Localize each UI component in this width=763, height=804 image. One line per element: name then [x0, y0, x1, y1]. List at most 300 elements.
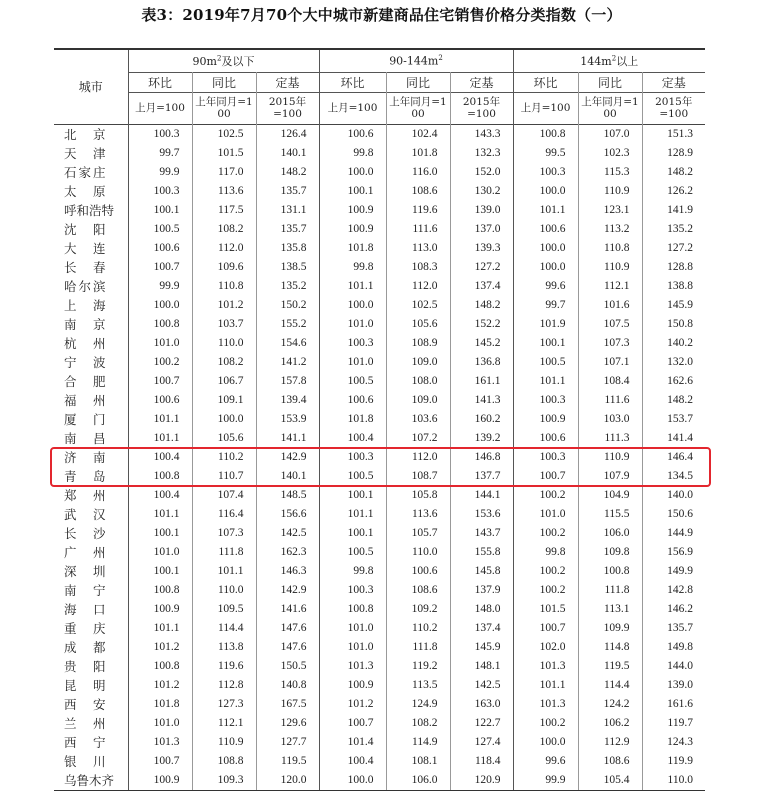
- city-name: 沈阳: [54, 220, 128, 239]
- base-header: 2015年=100: [256, 92, 319, 124]
- index-value: 100.9: [319, 676, 386, 695]
- index-value: 110.2: [386, 619, 450, 638]
- index-value: 119.2: [386, 657, 450, 676]
- subcol-header: 环比: [128, 72, 192, 92]
- city-name: 南昌: [54, 429, 128, 448]
- index-value: 100.3: [319, 334, 386, 353]
- index-value: 101.1: [128, 429, 192, 448]
- index-value: 109.1: [192, 391, 256, 410]
- index-value: 139.2: [450, 429, 513, 448]
- index-value: 100.9: [128, 771, 192, 791]
- index-value: 109.0: [386, 391, 450, 410]
- index-value: 110.2: [192, 448, 256, 467]
- index-value: 108.8: [192, 752, 256, 771]
- city-name: 杭州: [54, 334, 128, 353]
- index-value: 105.7: [386, 524, 450, 543]
- index-value: 99.8: [319, 144, 386, 163]
- table-row: [54, 144, 705, 163]
- index-value: 100.7: [128, 372, 192, 391]
- index-value: 115.3: [578, 163, 642, 182]
- index-value: 101.0: [128, 714, 192, 733]
- index-value: 148.2: [667, 393, 693, 406]
- table-row: [54, 562, 705, 581]
- group-header-large: $144m^2$以上: [580, 54, 639, 68]
- index-value: 162.3: [256, 543, 319, 562]
- index-value: 116.4: [192, 505, 256, 524]
- index-value: 142.5: [450, 676, 513, 695]
- index-value: 107.0: [578, 124, 642, 144]
- index-value: 156.9: [667, 545, 693, 558]
- table-row: [54, 448, 705, 467]
- table-row: [54, 676, 705, 695]
- index-value: 135.8: [256, 239, 319, 258]
- index-value: 101.8: [128, 695, 192, 714]
- index-value: 100.3: [128, 124, 192, 144]
- index-value: 112.1: [578, 277, 642, 296]
- index-value: 100.0: [513, 258, 578, 277]
- index-value: 111.8: [386, 638, 450, 657]
- city-name: 上海: [54, 296, 128, 315]
- index-value: 135.2: [256, 277, 319, 296]
- table-row: [54, 600, 705, 619]
- index-value: 100.1: [128, 524, 192, 543]
- table-row: [54, 714, 705, 733]
- index-value: 113.0: [386, 239, 450, 258]
- index-value: 150.8: [667, 317, 693, 330]
- index-value: 102.4: [386, 124, 450, 144]
- city-name: 哈尔滨: [54, 277, 128, 296]
- index-value: 132.0: [667, 355, 693, 368]
- index-value: 146.3: [256, 562, 319, 581]
- index-value: 127.4: [450, 733, 513, 752]
- index-value: 99.8: [319, 562, 386, 581]
- index-value: 100.3: [513, 163, 578, 182]
- table-row: [54, 638, 705, 657]
- index-value: 99.6: [513, 752, 578, 771]
- index-value: 119.5: [578, 657, 642, 676]
- index-value: 100.3: [319, 448, 386, 467]
- index-value: 145.8: [450, 562, 513, 581]
- index-value: 145.9: [667, 298, 693, 311]
- index-value: 112.8: [192, 676, 256, 695]
- table-row: [54, 353, 705, 372]
- index-value: 99.8: [513, 543, 578, 562]
- index-value: 101.6: [578, 296, 642, 315]
- city-name: 长沙: [54, 524, 128, 543]
- table-row: [54, 429, 705, 448]
- index-value: 100.8: [578, 562, 642, 581]
- index-value: 99.9: [128, 277, 192, 296]
- index-value: 110.9: [578, 258, 642, 277]
- index-value: 110.8: [192, 277, 256, 296]
- index-value: 139.4: [256, 391, 319, 410]
- table-row: [54, 733, 705, 752]
- index-value: 139.0: [667, 678, 693, 691]
- index-value: 100.3: [513, 448, 578, 467]
- index-value: 108.4: [578, 372, 642, 391]
- index-value: 100.5: [319, 467, 386, 486]
- city-name: 乌鲁木齐: [54, 771, 128, 791]
- index-value: 101.5: [513, 600, 578, 619]
- index-value: 100.4: [319, 429, 386, 448]
- index-value: 100.8: [319, 600, 386, 619]
- index-value: 100.9: [319, 201, 386, 220]
- group-header-small: $90m^2$及以下: [128, 50, 319, 72]
- index-value: 119.6: [386, 201, 450, 220]
- index-value: 140.2: [667, 336, 693, 349]
- index-value: 135.7: [256, 182, 319, 201]
- index-value: 114.4: [578, 676, 642, 695]
- index-value: 102.0: [513, 638, 578, 657]
- index-value: 112.0: [192, 239, 256, 258]
- index-value: 108.2: [386, 714, 450, 733]
- index-value: 108.6: [386, 182, 450, 201]
- index-value: 100.0: [192, 410, 256, 429]
- table-row: [54, 315, 705, 334]
- subcol-header: 定基: [661, 75, 686, 90]
- base-header: 2015年=100: [450, 92, 513, 124]
- index-value: 112.1: [192, 714, 256, 733]
- index-value: 100.2: [128, 353, 192, 372]
- city-name: 重庆: [54, 619, 128, 638]
- index-value: 139.3: [450, 239, 513, 258]
- index-value: 127.2: [667, 241, 693, 254]
- index-value: 102.3: [578, 144, 642, 163]
- index-value: 110.0: [192, 581, 256, 600]
- index-value: 150.6: [667, 507, 693, 520]
- index-value: 127.2: [450, 258, 513, 277]
- table-row: [54, 334, 705, 353]
- index-value: 101.0: [319, 638, 386, 657]
- city-name: 天津: [54, 144, 128, 163]
- index-value: 128.9: [667, 146, 693, 159]
- index-value: 148.2: [450, 296, 513, 315]
- index-value: 140.8: [256, 676, 319, 695]
- index-value: 140.1: [256, 467, 319, 486]
- index-value: 141.9: [667, 203, 693, 216]
- index-value: 101.3: [513, 657, 578, 676]
- index-value: 108.9: [386, 334, 450, 353]
- index-value: 145.2: [450, 334, 513, 353]
- index-value: 100.9: [319, 220, 386, 239]
- index-value: 111.3: [578, 429, 642, 448]
- index-value: 100.3: [513, 391, 578, 410]
- subcol-header: 同比: [386, 72, 450, 92]
- index-value: 101.1: [128, 505, 192, 524]
- city-name: 海口: [54, 600, 128, 619]
- city-name: 深圳: [54, 562, 128, 581]
- index-value: 101.1: [513, 676, 578, 695]
- index-value: 155.8: [450, 543, 513, 562]
- city-name: 宁波: [54, 353, 128, 372]
- index-value: 99.7: [513, 296, 578, 315]
- index-value: 100.9: [128, 600, 192, 619]
- city-name: 济南: [54, 448, 128, 467]
- index-value: 107.9: [578, 467, 642, 486]
- city-name: 石家庄: [54, 163, 128, 182]
- index-value: 135.7: [256, 220, 319, 239]
- index-value: 141.6: [256, 600, 319, 619]
- index-value: 137.4: [450, 619, 513, 638]
- index-value: 100.1: [513, 334, 578, 353]
- index-value: 101.8: [386, 144, 450, 163]
- index-value: 101.4: [319, 733, 386, 752]
- index-value: 144.1: [450, 486, 513, 505]
- index-value: 136.8: [450, 353, 513, 372]
- index-value: 143.3: [450, 124, 513, 144]
- index-value: 109.2: [386, 600, 450, 619]
- index-value: 153.7: [667, 412, 693, 425]
- city-name: 银川: [54, 752, 128, 771]
- index-value: 148.0: [450, 600, 513, 619]
- index-value: 99.8: [319, 258, 386, 277]
- index-value: 150.5: [256, 657, 319, 676]
- index-value: 102.5: [386, 296, 450, 315]
- index-value: 127.7: [256, 733, 319, 752]
- index-value: 101.8: [319, 410, 386, 429]
- index-value: 99.5: [513, 144, 578, 163]
- index-value: 100.7: [513, 619, 578, 638]
- index-value: 122.7: [450, 714, 513, 733]
- index-value: 146.2: [667, 602, 693, 615]
- index-value: 114.4: [192, 619, 256, 638]
- index-value: 106.2: [578, 714, 642, 733]
- index-value: 147.6: [256, 638, 319, 657]
- index-value: 101.0: [128, 334, 192, 353]
- table-row: [54, 581, 705, 600]
- table-row: [54, 391, 705, 410]
- city-name: 青岛: [54, 467, 128, 486]
- index-value: 100.1: [128, 562, 192, 581]
- index-value: 101.2: [128, 676, 192, 695]
- index-value: 138.8: [667, 279, 693, 292]
- index-value: 160.2: [450, 410, 513, 429]
- index-value: 106.0: [386, 771, 450, 791]
- table-row: [54, 524, 705, 543]
- index-value: 119.9: [667, 754, 693, 767]
- index-value: 100.5: [319, 543, 386, 562]
- index-value: 99.9: [513, 771, 578, 791]
- index-value: 101.2: [128, 638, 192, 657]
- city-name: 太原: [54, 182, 128, 201]
- index-value: 107.3: [192, 524, 256, 543]
- index-value: 153.9: [256, 410, 319, 429]
- base-header: 上月=100: [319, 92, 386, 124]
- city-name: 福州: [54, 391, 128, 410]
- index-value: 100.8: [128, 467, 192, 486]
- index-value: 107.3: [578, 334, 642, 353]
- index-value: 106.0: [578, 524, 642, 543]
- base-header: 上年同月=1 00: [192, 92, 256, 124]
- index-value: 101.1: [513, 201, 578, 220]
- index-value: 100.6: [319, 124, 386, 144]
- index-value: 100.5: [513, 353, 578, 372]
- index-value: 100.8: [128, 315, 192, 334]
- subcol-header: 环比: [513, 72, 578, 92]
- index-value: 107.4: [192, 486, 256, 505]
- index-value: 101.3: [513, 695, 578, 714]
- city-column-header: 城市: [54, 50, 128, 124]
- index-value: 102.5: [192, 124, 256, 144]
- city-name: 北京: [54, 124, 128, 144]
- index-value: 167.5: [256, 695, 319, 714]
- index-value: 127.3: [192, 695, 256, 714]
- table-row: [54, 296, 705, 315]
- index-value: 119.7: [667, 716, 693, 729]
- base-header: 上年同月=1 00: [578, 92, 642, 124]
- index-value: 100.1: [319, 486, 386, 505]
- index-value: 108.3: [386, 258, 450, 277]
- index-value: 100.6: [513, 429, 578, 448]
- city-name: 昆明: [54, 676, 128, 695]
- city-name: 厦门: [54, 410, 128, 429]
- index-value: 111.8: [578, 581, 642, 600]
- index-value: 108.6: [386, 581, 450, 600]
- index-value: 108.7: [386, 467, 450, 486]
- subcol-header: 定基: [450, 72, 513, 92]
- index-value: 100.4: [128, 448, 192, 467]
- index-value: 146.8: [450, 448, 513, 467]
- index-value: 117.5: [192, 201, 256, 220]
- index-value: 111.8: [192, 543, 256, 562]
- index-value: 161.1: [450, 372, 513, 391]
- city-name: 南京: [54, 315, 128, 334]
- index-value: 109.0: [386, 353, 450, 372]
- table-row: [54, 619, 705, 638]
- index-value: 109.9: [578, 619, 642, 638]
- index-value: 101.1: [319, 277, 386, 296]
- index-value: 143.7: [450, 524, 513, 543]
- index-value: 153.6: [450, 505, 513, 524]
- index-value: 116.0: [386, 163, 450, 182]
- index-value: 100.2: [513, 714, 578, 733]
- index-value: 111.6: [578, 391, 642, 410]
- index-value: 119.5: [256, 752, 319, 771]
- index-value: 124.3: [667, 735, 693, 748]
- index-value: 142.8: [667, 583, 693, 596]
- index-value: 142.5: [256, 524, 319, 543]
- index-value: 135.2: [667, 222, 693, 235]
- index-value: 107.2: [386, 429, 450, 448]
- city-name: 贵阳: [54, 657, 128, 676]
- index-value: 150.2: [256, 296, 319, 315]
- index-value: 110.0: [642, 771, 705, 791]
- index-value: 100.2: [513, 581, 578, 600]
- index-value: 100.0: [128, 296, 192, 315]
- city-name: 武汉: [54, 505, 128, 524]
- index-value: 110.9: [192, 733, 256, 752]
- index-value: 105.6: [386, 315, 450, 334]
- index-value: 161.6: [667, 697, 693, 710]
- index-value: 126.2: [667, 184, 693, 197]
- index-value: 100.6: [128, 239, 192, 258]
- index-value: 101.0: [128, 543, 192, 562]
- index-value: 100.0: [513, 733, 578, 752]
- index-value: 130.2: [450, 182, 513, 201]
- index-value: 113.6: [192, 182, 256, 201]
- index-value: 129.6: [256, 714, 319, 733]
- index-value: 126.4: [256, 124, 319, 144]
- subcol-header: 同比: [192, 72, 256, 92]
- index-value: 113.8: [192, 638, 256, 657]
- index-value: 100.2: [513, 524, 578, 543]
- table-row: [54, 752, 705, 771]
- base-header: 2015年=100: [655, 96, 693, 120]
- index-value: 101.9: [513, 315, 578, 334]
- index-value: 111.6: [386, 220, 450, 239]
- index-value: 99.9: [128, 163, 192, 182]
- index-value: 149.8: [667, 640, 693, 653]
- index-value: 113.2: [578, 220, 642, 239]
- index-value: 131.1: [256, 201, 319, 220]
- index-value: 141.1: [256, 429, 319, 448]
- index-value: 142.9: [256, 448, 319, 467]
- index-value: 99.7: [128, 144, 192, 163]
- table-row: [54, 695, 705, 714]
- index-value: 105.6: [192, 429, 256, 448]
- index-value: 147.6: [256, 619, 319, 638]
- base-header: 上月=100: [128, 92, 192, 124]
- index-value: 105.8: [386, 486, 450, 505]
- index-value: 99.6: [513, 277, 578, 296]
- index-value: 112.0: [386, 277, 450, 296]
- index-value: 100.0: [513, 239, 578, 258]
- base-header: 上月=100: [513, 92, 578, 124]
- city-name: 成都: [54, 638, 128, 657]
- city-name: 兰州: [54, 714, 128, 733]
- index-value: 100.7: [513, 467, 578, 486]
- index-value: 138.5: [256, 258, 319, 277]
- index-value: 103.7: [192, 315, 256, 334]
- index-value: 114.8: [578, 638, 642, 657]
- index-value: 112.9: [578, 733, 642, 752]
- index-value: 101.0: [513, 505, 578, 524]
- index-value: 128.8: [667, 260, 693, 273]
- index-value: 110.0: [192, 334, 256, 353]
- index-value: 140.1: [256, 144, 319, 163]
- city-name: 长春: [54, 258, 128, 277]
- city-name: 南宁: [54, 581, 128, 600]
- index-value: 148.5: [256, 486, 319, 505]
- index-value: 101.3: [128, 733, 192, 752]
- index-value: 101.8: [319, 239, 386, 258]
- index-value: 100.6: [319, 391, 386, 410]
- index-value: 100.9: [513, 410, 578, 429]
- city-name: 西宁: [54, 733, 128, 752]
- index-value: 141.4: [667, 431, 693, 444]
- index-value: 152.0: [450, 163, 513, 182]
- index-value: 100.2: [513, 562, 578, 581]
- city-name: 呼和浩特: [54, 201, 128, 220]
- index-value: 100.0: [513, 182, 578, 201]
- index-value: 108.1: [386, 752, 450, 771]
- index-value: 110.9: [578, 448, 642, 467]
- index-value: 144.9: [667, 526, 693, 539]
- index-value: 152.2: [450, 315, 513, 334]
- subcol-header: 环比: [319, 72, 386, 92]
- index-value: 112.0: [386, 448, 450, 467]
- index-value: 137.7: [450, 467, 513, 486]
- index-value: 101.1: [319, 505, 386, 524]
- index-value: 141.2: [256, 353, 319, 372]
- index-value: 101.0: [319, 353, 386, 372]
- index-value: 107.5: [578, 315, 642, 334]
- group-header-medium: $90-144m^2$: [319, 50, 513, 72]
- page-title: 表3：2019年7月70个大中城市新建商品住宅销售价格分类指数（一）: [141, 6, 622, 24]
- index-value: 141.3: [450, 391, 513, 410]
- index-value: 100.7: [128, 258, 192, 277]
- table-row: [54, 486, 705, 505]
